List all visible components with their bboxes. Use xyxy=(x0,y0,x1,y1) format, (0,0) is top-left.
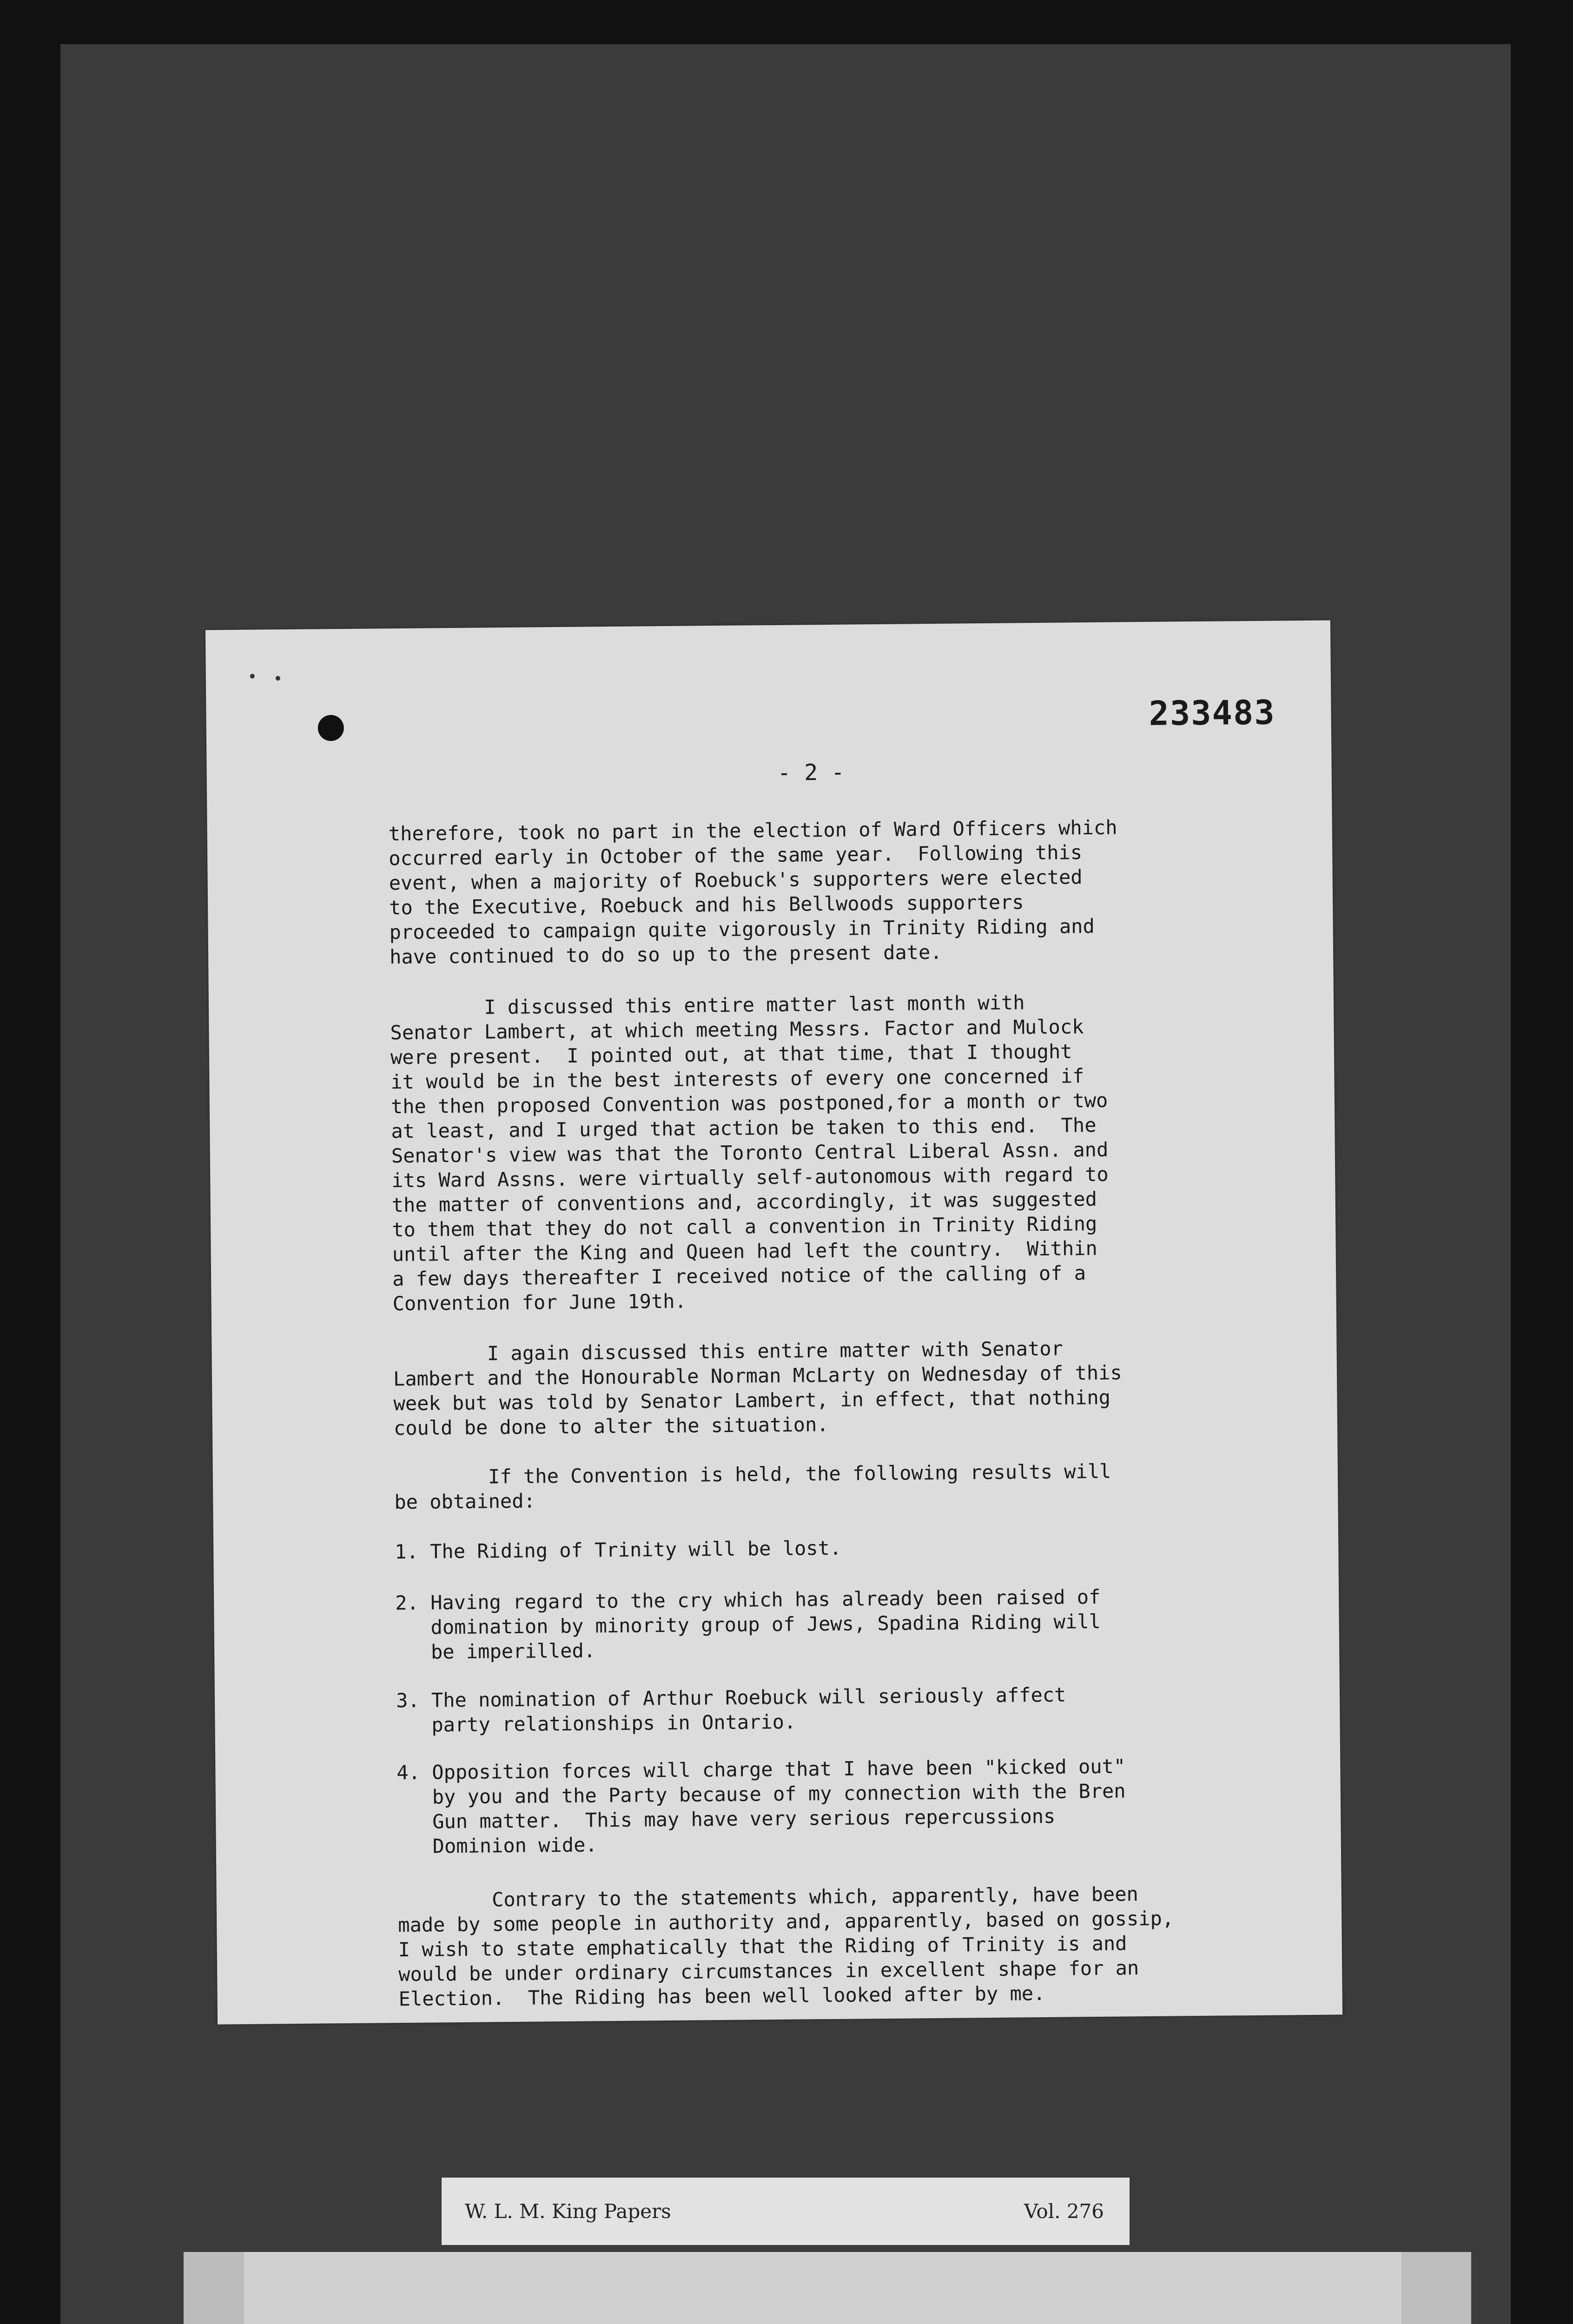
paragraph: I discussed this entire matter last month with Senator Lambert, at which meeting Messrs. Factor and Mulock were present. I pointed out, at that time, that I thought it would be in the best interests of every one concerned if the then proposed Convention was postponed,for a month or two at least, and I urged that action be taken to this end. The Senator's view was that the Toronto Central Liberal Assn. and its Ward Assns. were virtually self-autonomous with regard to the matter of conventions and, accordingly, it was suggested to them that they do not call a convention in Trinity Riding until after the King and Queen had left the country. Within a few days thereafter I received notice of the calling of a Convention for June 19th. xyxy=(390,991,1109,1315)
collection-name: W. L. M. King Papers xyxy=(465,2200,671,2223)
stray-mark xyxy=(250,674,255,679)
paragraph: I again discussed this entire matter with Senator Lambert and the Honourable Norman McLarty on Wednesday of this week but was told by Senator Lambert, in effect, that nothing could be done to alter the situation. xyxy=(393,1337,1122,1440)
paragraph: If the Convention is held, the following results will be obtained: xyxy=(394,1459,1111,1514)
volume-number: Vol. 276 xyxy=(1024,2200,1104,2223)
list-item: 3. The nomination of Arthur Roebuck will seriously affect party relationships in Ontario. xyxy=(396,1683,1066,1737)
card-edge xyxy=(184,2252,244,2324)
collection-label xyxy=(442,2178,1130,2245)
document-page xyxy=(205,620,1342,2024)
list-item: 4. Opposition forces will charge that I have been "kicked out" by you and the Party because of my connection with the Bren Gun matter. This may have very serious repercussions Dominion wide. xyxy=(397,1755,1126,1858)
paragraph: therefore, took no part in the election of Ward Officers which occurred early in October of the same year. Following this event, when a majority of Roebuck's supporters were elected to the Executive, Roebuck and his Bellwoods supporters proceeded to campaign quite vigorously in Trinity Riding and have continued to do so up to the present date. xyxy=(388,816,1117,969)
card-edge xyxy=(1401,2252,1471,2324)
punch-hole xyxy=(318,715,344,741)
paragraph: Contrary to the statements which, apparently, have been made by some people in authority and, apparently, based on gossip, I wish to state emphatically that the Riding of Trinity is and would be under ordinary circumstances in excellent shape for an Election. The Riding has been well looked after by me. xyxy=(397,1882,1174,2011)
document-number: 233483 xyxy=(1149,693,1276,733)
archive-card xyxy=(184,2252,1471,2324)
list-item: 2. Having regard to the cry which has already been raised of domination by minority group of Jews, Spadina Riding will be imperilled. xyxy=(395,1585,1101,1664)
stray-mark xyxy=(276,676,280,680)
page-number: - 2 - xyxy=(777,759,845,786)
list-item: 1. The Riding of Trinity will be lost. xyxy=(395,1536,842,1564)
